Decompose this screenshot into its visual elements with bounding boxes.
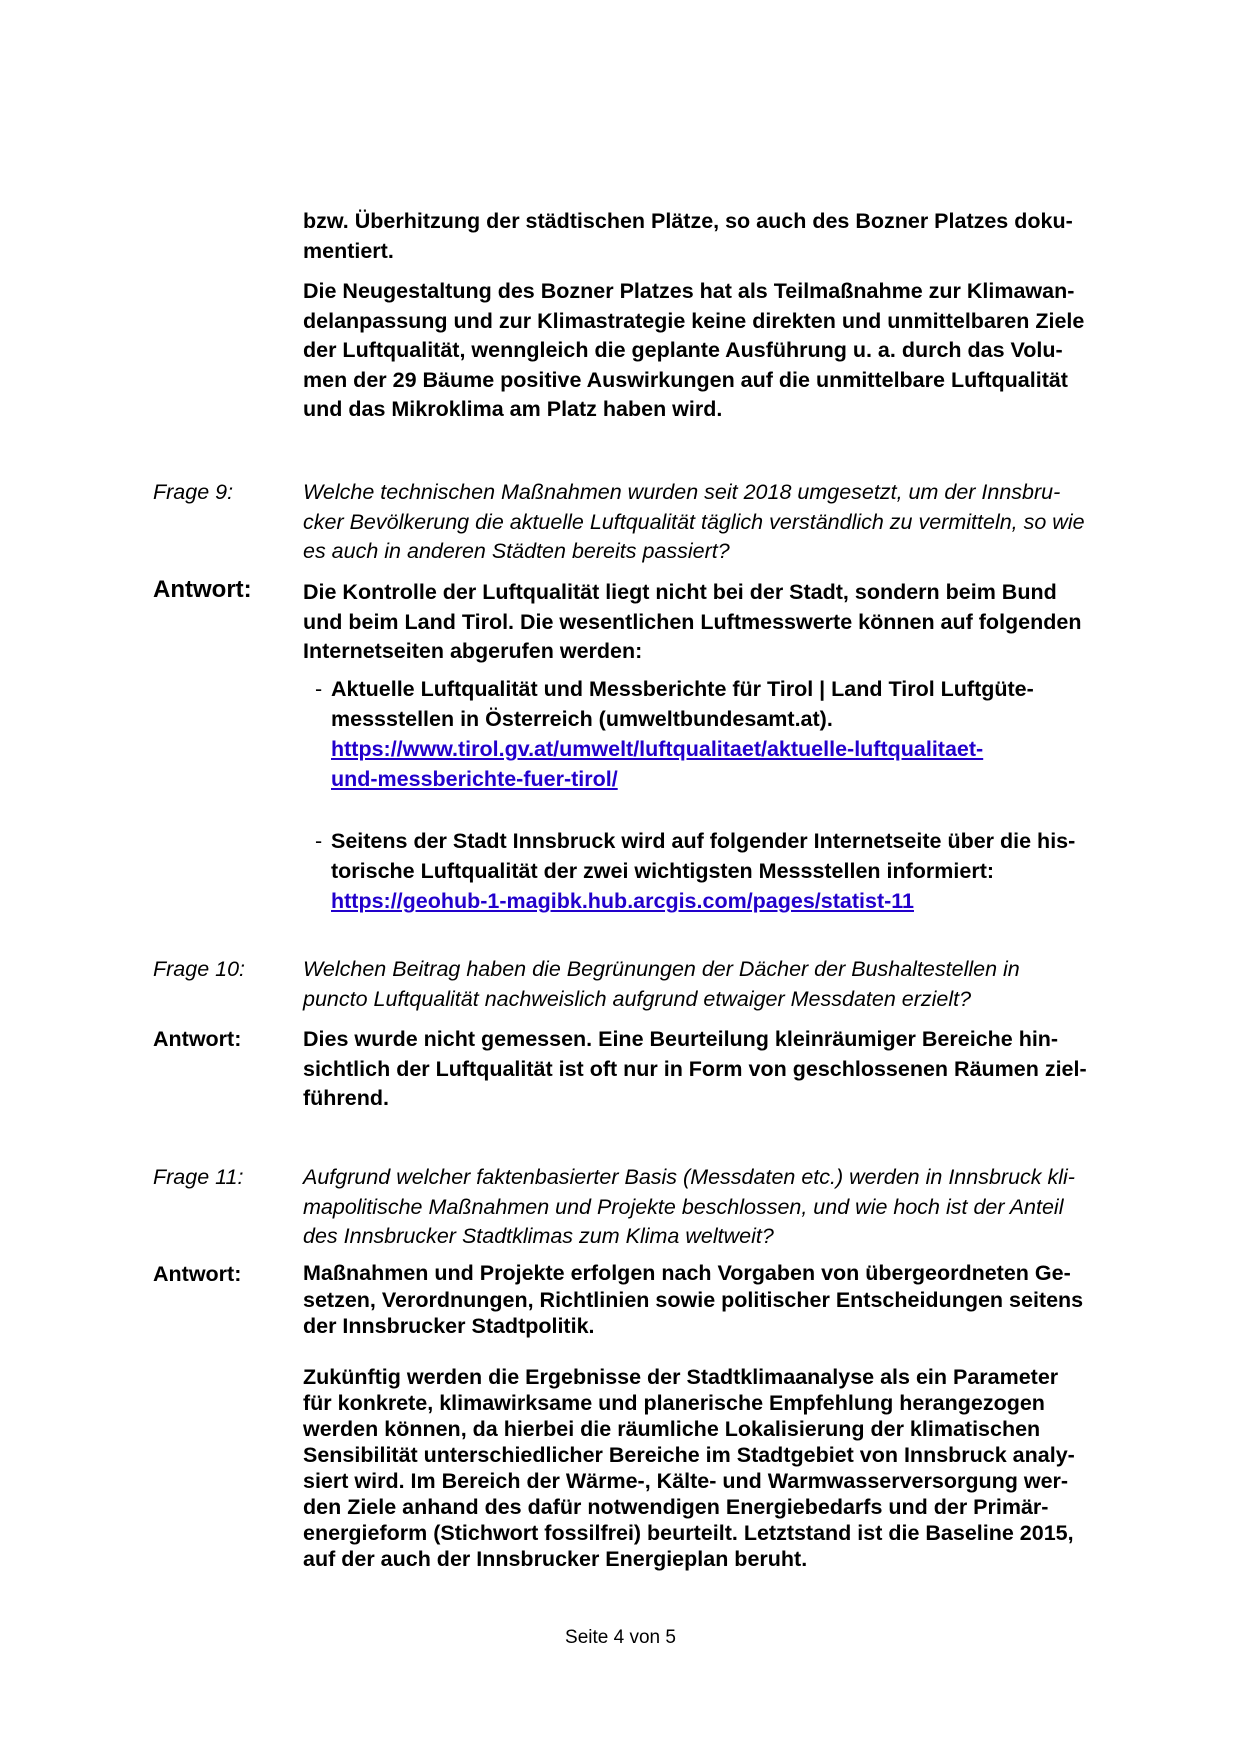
page-number: Seite 4 von 5 xyxy=(565,1627,676,1648)
text-line: und beim Land Tirol. Die wesentlichen Luftmesswerte können auf folgenden xyxy=(303,609,1082,634)
bullet-item-2 xyxy=(315,826,1145,921)
text-line: es auch in anderen Städten bereits passiert? xyxy=(303,539,730,563)
text-line: Sensibilität unterschiedlicher Bereiche im Stadtgebiet von Innsbruck analy- xyxy=(303,1443,1075,1467)
text-line: energieform (Stichwort fossilfrei) beurteilt. Letztstand ist die Baseline 2015, xyxy=(303,1521,1074,1545)
text-line: Dies wurde nicht gemessen. Eine Beurteilung kleinräumiger Bereiche hin- xyxy=(303,1027,1059,1051)
text-line: Welche technischen Maßnahmen wurden seit 2018 umgesetzt, um der Innsbru- xyxy=(303,480,1061,504)
text-line: werden können, da hierbei die räumliche Lokalisierung der klimatischen xyxy=(303,1417,1041,1441)
text-line: Aktuelle Luftqualität und Messberichte für Tirol | Land Tirol Luftgüte- xyxy=(331,677,1034,701)
text-line: torische Luftqualität der zwei wichtigsten Messstellen informiert: xyxy=(331,859,995,883)
answer-9-text xyxy=(303,578,1143,667)
text-line: bzw. Überhitzung der städtischen Plätze, so auch des Bozner Platzes doku- xyxy=(303,209,1073,233)
geohub-statistik-link[interactable]: https://geohub-1-magibk.hub.arcgis.com/pages/statist-11 xyxy=(331,889,914,913)
text-line: delanpassung und zur Klimastrategie keine direkten und unmittelbaren Ziele xyxy=(303,308,1085,333)
text-line: auf der auch der Innsbrucker Energieplan beruht. xyxy=(303,1547,808,1571)
text-line: der Luftqualität, wenngleich die geplante Ausführung u. a. durch das Volu- xyxy=(303,338,1063,362)
text-line: Seitens der Stadt Innsbruck wird auf folgender Internetseite über die his- xyxy=(331,829,1076,853)
text-line: siert wird. Im Bereich der Wärme-, Kälte- und Warmwasserversorgung wer- xyxy=(303,1469,1069,1493)
text-line: mentiert. xyxy=(303,238,394,263)
intro-paragraph-2 xyxy=(303,277,1143,425)
text-line: Aufgrund welcher faktenbasierter Basis (Messdaten etc.) werden in Innsbruck kli- xyxy=(303,1165,1075,1189)
tirol-luftqualitaet-link[interactable]: https://www.tirol.gv.at/umwelt/luftqualitaet/aktuelle-luftqualitaet- xyxy=(331,737,984,761)
question-9-text xyxy=(303,478,1143,567)
text-line: führend. xyxy=(303,1086,389,1110)
text-line: und das Mikroklima am Platz haben wird. xyxy=(303,397,723,421)
answer-10-text xyxy=(303,1025,1143,1114)
answer-11-label: Antwort: xyxy=(153,1262,242,1286)
text-line: sichtlich der Luftqualität ist oft nur in Form von geschlossenen Räumen ziel- xyxy=(303,1056,1087,1081)
answer-11-paragraph-2 xyxy=(303,1364,1143,1572)
answer-11-text xyxy=(303,1260,1143,1340)
bullet-content xyxy=(331,674,1146,794)
text-line: der Innsbrucker Stadtpolitik. xyxy=(303,1314,595,1338)
question-11-label: Frage 11: xyxy=(153,1165,244,1189)
text-line: Zukünftig werden die Ergebnisse der Stadtklimaanalyse als ein Parameter xyxy=(303,1365,1059,1389)
text-line: men der 29 Bäume positive Auswirkungen auf die unmittelbare Luftqualität xyxy=(303,367,1068,392)
bullet-dash: - xyxy=(315,677,323,701)
bullet-dash: - xyxy=(315,829,323,853)
text-line: für konkrete, klimawirksame und planerische Empfehlung herangezogen xyxy=(303,1391,1045,1415)
answer-9-label: Antwort: xyxy=(153,576,252,603)
text-line: Maßnahmen und Projekte erfolgen nach Vorgaben von übergeordneten Ge- xyxy=(303,1261,1071,1285)
bullet-item-1 xyxy=(315,674,1145,794)
question-10-text xyxy=(303,955,1143,1014)
text-line: cker Bevölkerung die aktuelle Luftqualität täglich verständlich zu vermitteln, so wie xyxy=(303,509,1085,534)
answer-10-label: Antwort: xyxy=(153,1027,242,1051)
text-line: Welchen Beitrag haben die Begrünungen der Dächer der Bushaltestellen in xyxy=(303,957,1020,981)
intro-paragraph-1 xyxy=(303,207,1143,266)
text-line: Die Neugestaltung des Bozner Platzes hat als Teilmaßnahme zur Klimawan- xyxy=(303,279,1075,303)
question-11-text xyxy=(303,1163,1143,1252)
text-line: messstellen in Österreich (umweltbundesamt.at). xyxy=(331,707,833,731)
tirol-luftqualitaet-link-continued[interactable]: und-messberichte-fuer-tirol/ xyxy=(331,767,618,791)
text-line: puncto Luftqualität nachweislich aufgrund etwaiger Messdaten erzielt? xyxy=(303,986,972,1011)
text-line: Die Kontrolle der Luftqualität liegt nicht bei der Stadt, sondern beim Bund xyxy=(303,580,1057,604)
text-line: Internetseiten abgerufen werden: xyxy=(303,639,643,663)
question-10-label: Frage 10: xyxy=(153,957,246,981)
text-line: den Ziele anhand des dafür notwendigen Energiebedarfs und der Primär- xyxy=(303,1495,1049,1519)
question-9-label: Frage 9: xyxy=(153,480,234,504)
text-line: des Innsbrucker Stadtklimas zum Klima weltweit? xyxy=(303,1224,774,1248)
text-line: setzen, Verordnungen, Richtlinien sowie politischer Entscheidungen seitens xyxy=(303,1287,1084,1312)
text-line: mapolitische Maßnahmen und Projekte beschlossen, und wie hoch ist der Anteil xyxy=(303,1194,1064,1219)
bullet-content xyxy=(331,826,1146,916)
